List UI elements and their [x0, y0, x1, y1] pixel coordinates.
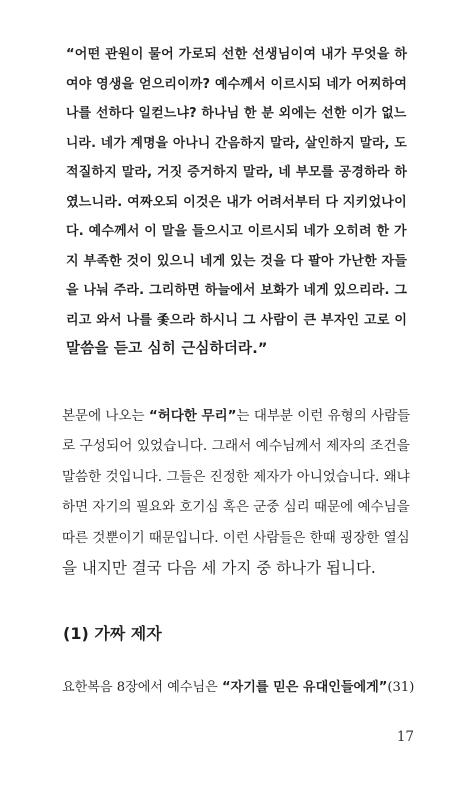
- quote-line: 말씀을 듣고 심히 근심하더라.”: [66, 341, 268, 357]
- quote-line: 나를 선하다 일컫느냐? 하나님 한 분 외에는 선한 이가 없느: [66, 106, 407, 121]
- body-line: [62, 401, 414, 431]
- quote-line: 다. 예수께서 이 말을 들으시고 이르시되 네가 오히려 한 가: [66, 224, 407, 239]
- body-line: 하면 자기의 필요와 호기심 혹은 군중 심리 때문에 예수님을: [62, 499, 410, 516]
- quote-line: “어떤 관원이 물어 가로되 선한 선생님이여 내가 무엇을 하: [66, 47, 408, 62]
- quote-line: 적질하지 말라, 거짓 증거하지 말라, 네 부모를 공경하라 하: [66, 165, 408, 180]
- section-heading: (1) 가짜 제자: [63, 624, 162, 643]
- body-line: 로 구성되어 있었습니다. 그래서 예수님께서 제자의 조건을: [62, 438, 410, 455]
- body-line: 말씀한 것입니다. 그들은 진정한 제자가 아니었습니다. 왜냐: [62, 468, 410, 485]
- body-line: 따른 것뿐이기 때문입니다. 이런 사람들은 한때 굉장한 열심: [62, 529, 410, 546]
- page-number: 17: [396, 729, 414, 745]
- body-paragraph: [62, 401, 414, 583]
- footnote-ref: (31): [387, 680, 415, 695]
- quote-line: 지 부족한 것이 있으니 네게 있는 것을 다 팔아 가난한 자들: [66, 253, 408, 269]
- body-text: 본문에 나오는: [62, 408, 149, 424]
- body-line: 을 내지만 결국 다음 세 가지 중 하나가 됩니다.: [62, 558, 376, 577]
- body-text: 요한복음 8장에서 예수님은: [62, 680, 222, 695]
- quote-line: 리고 와서 나를 좇으라 하시니 그 사람이 큰 부자인 고로 이: [66, 312, 408, 328]
- quote-line: 여야 영생을 얻으리이까? 예수께서 이르시되 네가 어찌하여: [66, 76, 408, 92]
- quote-line: 을 나눠 주라. 그리하면 하늘에서 보화가 네게 있으리라. 그: [66, 283, 408, 298]
- quote-line: 니라. 네가 계명을 아나니 간음하지 말라, 살인하지 말라, 도: [66, 135, 407, 151]
- quote-line: 였느니라. 여짜오되 이것은 내가 어려서부터 다 지키었나이: [66, 194, 407, 210]
- scripture-quote: [66, 40, 410, 365]
- body-text: 는 대부분 이런 유형의 사람들: [236, 408, 411, 424]
- body-line: [62, 673, 414, 703]
- emphasis-text: “자기를 믿은 유대인들에게”: [221, 680, 388, 695]
- emphasis-text: “허다한 무리”: [148, 408, 237, 424]
